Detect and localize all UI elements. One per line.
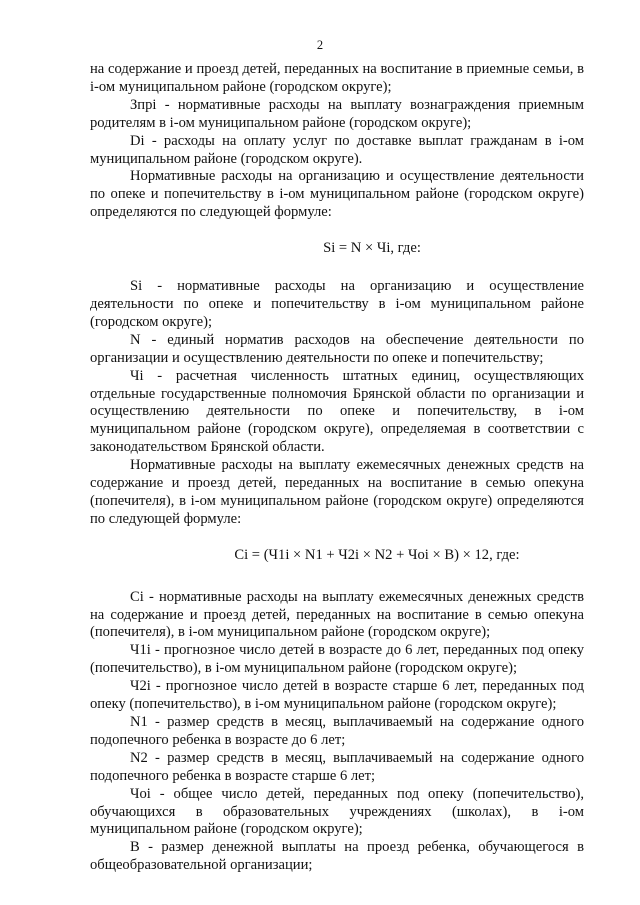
paragraph-continuation: на содержание и проезд детей, переданных на воспитание в приемные семьи, в i-ом муниципальном районе (городском округе); <box>90 61 584 95</box>
paragraph-monthly-payments: Нормативные расходы на выплату ежемесячных денежных средств на содержание и проезд детей, переданных на воспитание в семью опекуна (попечителя), в i-ом муниципальном районе (городском округе) определяются по следующей формуле: <box>90 457 584 527</box>
definition-ch1: Ч1i - прогнозное число детей в возрасте до 6 лет, переданных под опеку (попечительство), в i-ом муниципальном районе (городском округе); <box>90 642 584 677</box>
definition-b: B - размер денежной выплаты на проезд ребенка, обучающегося в общеобразовательной организации; <box>90 839 584 874</box>
page-number: 2 <box>316 38 324 52</box>
paragraph-guardianship-costs: Нормативные расходы на организацию и осуществление деятельности по опеке и попечительству в i-ом муниципальном районе (городском округе) определяются по следующей формуле: <box>90 168 584 221</box>
definition-n: N - единый норматив расходов на обеспечение деятельности по организации и осуществлению деятельности по опеке и попечительству; <box>90 331 584 366</box>
definition-d: Di - расходы на оплату услуг по доставке выплат гражданам в i-ом муниципальном районе (городском округе). <box>90 132 584 167</box>
definition-cho: Чоi - общее число детей, переданных под опеку (попечительство), обучающихся в образовательных учреждениях (школах), в i-ом муниципальном районе (городском округе); <box>90 785 584 838</box>
definition-n1: N1 - размер средств в месяц, выплачиваемый на содержание одного подопечного ребенка в возрасте до 6 лет; <box>90 714 584 748</box>
page-body <box>90 61 584 875</box>
definition-si: Si - нормативные расходы на организацию и осуществление деятельности по опеке и попечительству в i-ом муниципальном районе (городском округе); <box>90 278 584 330</box>
definition-zpr: Зпрi - нормативные расходы на выплату вознаграждения приемным родителям в i-ом муниципальном районе (городском округе); <box>90 96 584 131</box>
formula-ci: Ci = (Ч1i × N1 + Ч2i × N2 + Чоi × B) × 12, где: <box>234 546 520 563</box>
definition-n2: N2 - размер средств в месяц, выплачиваемый на содержание одного подопечного ребенка в возрасте старше 6 лет; <box>90 749 584 784</box>
formula-si: Si = N × Чi, где: <box>323 240 421 257</box>
definition-ch2: Ч2i - прогнозное число детей в возрасте старше 6 лет, переданных под опеку (попечительство), в i-ом муниципальном районе (городском округе); <box>90 678 584 713</box>
definition-ci: Ci - нормативные расходы на выплату ежемесячных денежных средств на содержание и проезд детей, переданных на воспитание в семью опекуна (попечителя), в i-ом муниципальном районе (городском округе); <box>90 588 584 641</box>
definition-ch: Чi - расчетная численность штатных единиц, осуществляющих отдельные государственные полномочия Брянской области по организации и осуществлению деятельности по опеке и попечительству, в i-ом муниципальном районе (городском округе), определяемая в соответствии с законодательством Брянской области. <box>90 367 584 456</box>
